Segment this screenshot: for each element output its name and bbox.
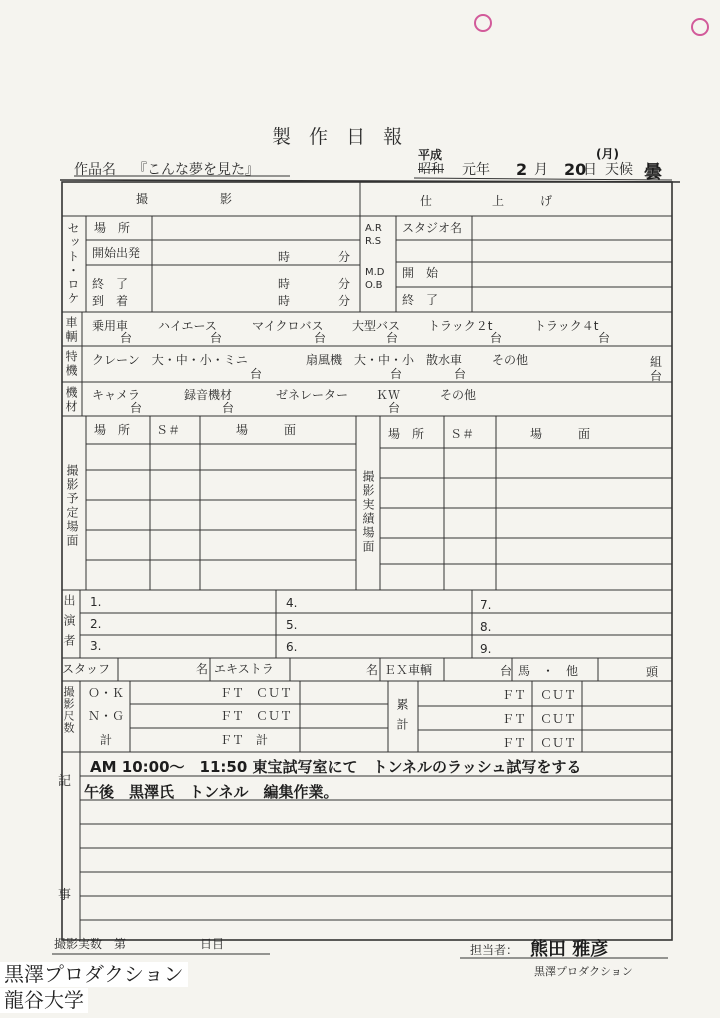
- work-title: 『こんな夢を見た』: [133, 162, 259, 178]
- unit-label: 台: [250, 367, 263, 381]
- studio-name-label: スタジオ名: [402, 221, 463, 235]
- col-scene-number: Ｓ＃: [156, 423, 181, 437]
- weekday-note: (月): [596, 147, 619, 161]
- unit-label: 台: [388, 401, 401, 415]
- vehicle-microbus: マイクロバス: [252, 319, 324, 333]
- cut-unit: ＣＵＴ: [540, 712, 577, 726]
- person-label: 担当者：: [470, 943, 519, 957]
- sound-label: 録音機材: [184, 388, 233, 402]
- weather-value: 曇: [644, 162, 662, 183]
- start-label: 開 始: [402, 266, 439, 280]
- name-unit: 名: [196, 662, 209, 676]
- ft-unit: ＦＴ: [220, 733, 245, 747]
- minute-unit: 分: [338, 250, 351, 264]
- era-printed: 昭和: [418, 162, 445, 177]
- cast-number: 1.: [90, 595, 102, 609]
- ft-unit: ＦＴ: [502, 712, 527, 726]
- special-other-label: その他: [492, 353, 529, 367]
- extra-label: エキストラ: [214, 662, 274, 676]
- cast-number: 2.: [90, 617, 102, 631]
- vehicles-label: 車輌: [64, 316, 78, 344]
- vehicle-hiace: ハイエース: [158, 319, 217, 333]
- kw-label: ＫＷ: [376, 388, 401, 402]
- cast-number: 7.: [480, 598, 492, 612]
- generator-label: ゼネレーター: [276, 388, 349, 402]
- shooting-header: 撮 影: [136, 192, 233, 206]
- col-place: 場 所: [94, 423, 131, 437]
- unit-label: 台: [390, 367, 403, 381]
- work-label: 作品名: [74, 162, 116, 178]
- ar-rs-label: A.R R.S: [365, 223, 382, 247]
- fan-label: 扇風機 大・中・小: [306, 353, 415, 367]
- footage-label: 撮影尺数: [62, 686, 75, 734]
- day-value: 20: [564, 160, 587, 179]
- unit-label: 台: [222, 401, 235, 415]
- total-label: 計: [256, 733, 269, 747]
- col-place: 場 所: [388, 427, 425, 441]
- page-title: 製 作 日 報: [272, 126, 409, 148]
- notes-label-top: 記: [58, 774, 72, 789]
- horse-other-label: 馬 ・ 他: [518, 664, 579, 678]
- arrival-label: 到 着: [92, 294, 129, 308]
- cut-unit: ＣＵＴ: [256, 709, 293, 723]
- finish-label: 終 了: [402, 293, 439, 307]
- cut-unit: ＣＵＴ: [540, 688, 577, 702]
- cast-number: 6.: [286, 640, 298, 654]
- ng-label: Ｎ・Ｇ: [88, 709, 125, 723]
- ft-unit: ＦＴ: [220, 709, 245, 723]
- ok-label: Ｏ・Ｋ: [88, 686, 125, 700]
- shot-days-label: 撮影実数 第: [54, 937, 127, 951]
- head-unit: 頭: [646, 665, 659, 679]
- vehicle-unit: 台: [500, 664, 513, 678]
- month-value: 2: [516, 160, 528, 179]
- finishing-header: 仕 上 げ: [420, 194, 553, 208]
- ex-vehicle-label: ＥＸ車輌: [384, 663, 433, 677]
- weather-label: 天候: [605, 162, 633, 178]
- equipment-label: 機材: [64, 386, 78, 414]
- hour-unit: 時: [278, 250, 291, 264]
- cumulative-label: 累計: [395, 698, 409, 738]
- day-unit-label: 日目: [200, 937, 225, 951]
- unit-label: 台: [386, 331, 399, 345]
- cast-number: 5.: [286, 618, 298, 632]
- crane-label: クレーン 大・中・小・ミニ: [92, 353, 248, 367]
- start-departure-label: 開始出発: [92, 246, 141, 260]
- unit-label: 台: [454, 367, 467, 381]
- ft-unit: ＦＴ: [502, 688, 527, 702]
- end-label: 終 了: [92, 277, 129, 291]
- col-scene: 場 面: [236, 423, 297, 437]
- hour-unit: 時: [278, 294, 291, 308]
- col-scene: 場 面: [530, 427, 591, 441]
- watermark-line-1: 黒澤プロダクション: [0, 962, 188, 987]
- day-label: 日: [583, 162, 597, 178]
- set-unit-label: 組: [650, 355, 663, 369]
- era-handwritten: 平成: [418, 148, 443, 162]
- sprinkler-label: 散水車: [426, 353, 463, 367]
- unit-label: 台: [598, 331, 611, 345]
- year-label: 元年: [462, 162, 490, 178]
- special-equipment-label: 特機: [64, 350, 78, 378]
- actual-scenes-label: 撮影実績場面: [361, 470, 375, 554]
- total-row-label: 計: [100, 733, 113, 747]
- equipment-other-label: その他: [440, 388, 477, 402]
- unit-label: 台: [490, 331, 503, 345]
- planned-scenes-label: 撮影予定場面: [65, 464, 79, 548]
- ft-unit: ＦＴ: [502, 736, 527, 750]
- vehicle-largebus: 大型バス: [352, 319, 401, 333]
- cast-number: 9.: [480, 642, 492, 656]
- staff-label: スタッフ: [62, 662, 111, 676]
- cast-number: 3.: [90, 639, 102, 653]
- vehicle-truck4t: トラック４t: [534, 319, 599, 333]
- unit-label: 台: [120, 331, 133, 345]
- md-ob-label: M.D O.B: [365, 267, 385, 291]
- unit-label: 台: [314, 331, 327, 345]
- vehicle-truck2t: トラック２t: [428, 319, 493, 333]
- hour-unit: 時: [278, 277, 291, 291]
- ft-unit: ＦＴ: [220, 686, 245, 700]
- unit-label: 台: [210, 331, 223, 345]
- notes-label-bottom: 事: [58, 888, 72, 903]
- camera-label: キャメラ: [92, 388, 141, 402]
- cast-number: 4.: [286, 596, 298, 610]
- person-name: 熊田 雅彦: [530, 939, 609, 960]
- cut-unit: ＣＵＴ: [540, 736, 577, 750]
- notes-line-2: 午後 黒澤氏 トンネル 編集作業。: [84, 783, 339, 801]
- watermark-line-2: 龍谷大学: [0, 988, 88, 1013]
- unit-label: 台: [650, 369, 663, 383]
- cast-number: 8.: [480, 620, 492, 634]
- minute-unit: 分: [338, 277, 351, 291]
- minute-unit: 分: [338, 294, 351, 308]
- company-name: 黒澤プロダクション: [534, 965, 633, 978]
- cut-unit: ＣＵＴ: [256, 686, 293, 700]
- notes-line-1: AM 10:00～ 11:50 東宝試写室にて トンネルのラッシュ試写をする: [90, 758, 582, 776]
- name-unit: 名: [366, 663, 379, 677]
- place-label: 場 所: [94, 221, 131, 235]
- cast-label: 出演者: [62, 594, 76, 654]
- month-label: 月: [534, 162, 548, 178]
- col-scene-number: Ｓ＃: [450, 427, 475, 441]
- set-loca-label: セット・ロケ: [66, 222, 80, 306]
- vehicle-sedan: 乗用車: [92, 319, 129, 333]
- unit-label: 台: [130, 401, 143, 415]
